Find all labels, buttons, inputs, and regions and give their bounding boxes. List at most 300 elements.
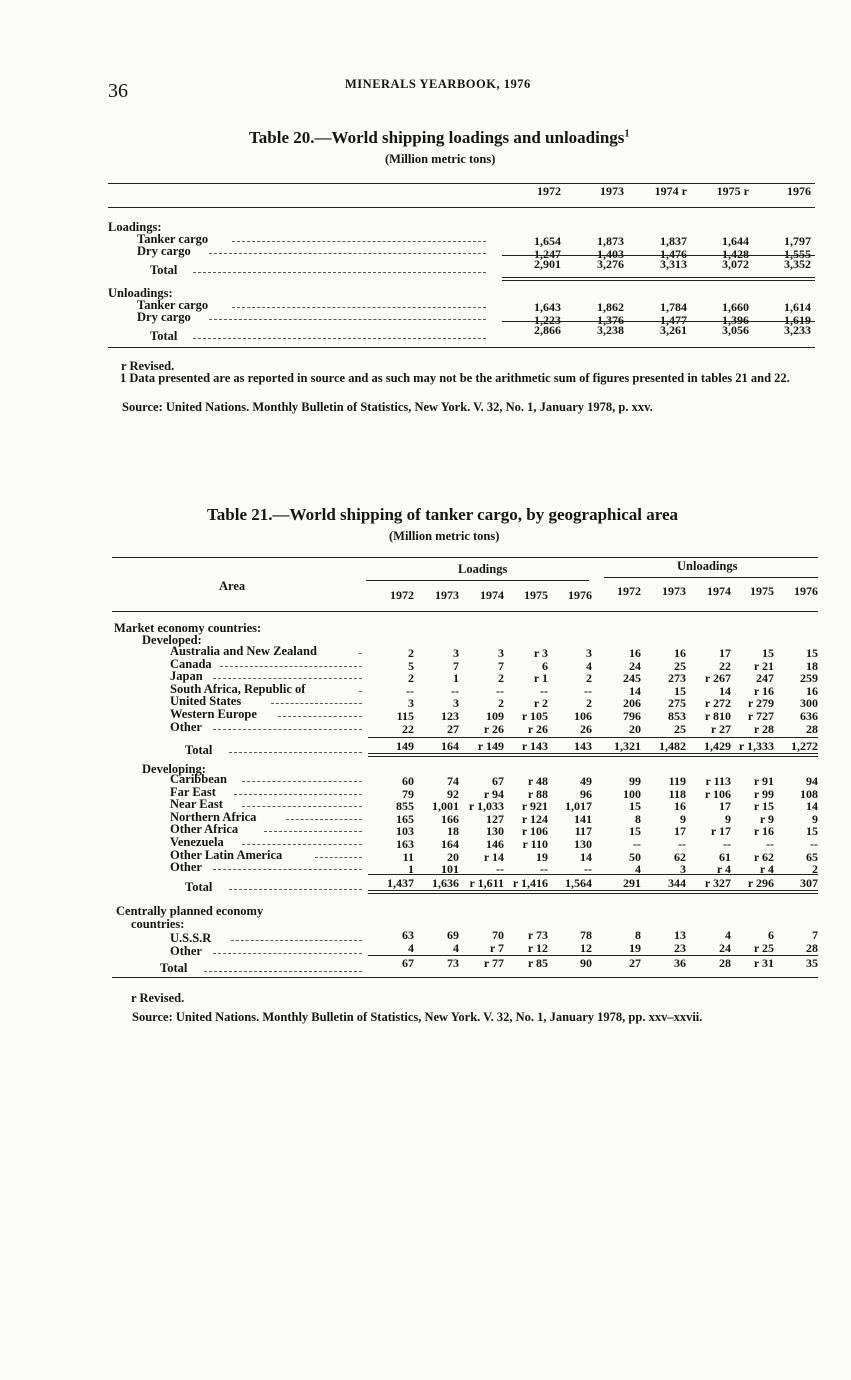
table-cell: 1,396 bbox=[722, 313, 749, 327]
table-cell: 1,873 bbox=[597, 234, 624, 248]
table-cell: 166 bbox=[441, 811, 459, 826]
table-cell: 1,837 bbox=[660, 234, 687, 248]
table-cell: r 9 bbox=[759, 811, 774, 826]
table-cell: 1,247 bbox=[534, 247, 561, 261]
total-label: Total bbox=[185, 880, 213, 894]
running-head: MINERALS YEARBOOK, 1976 bbox=[345, 77, 531, 91]
table-cell: 18 bbox=[806, 658, 818, 673]
section-label: Market economy countries: bbox=[114, 621, 262, 635]
table-cell: 1 bbox=[408, 862, 414, 877]
group-label: Unloadings: bbox=[108, 286, 173, 300]
table-cell: -- bbox=[633, 837, 641, 851]
table-cell: r 279 bbox=[747, 696, 774, 711]
table-cell: 6 bbox=[768, 928, 774, 942]
table-cell: 1,477 bbox=[660, 313, 687, 327]
table-cell: -- bbox=[496, 862, 504, 877]
leader-dots bbox=[220, 666, 362, 667]
total-cell: 1,272 bbox=[791, 739, 818, 753]
table-cell: 106 bbox=[574, 709, 592, 723]
table20-note-revised: r Revised. bbox=[121, 359, 175, 373]
row-label: Other bbox=[170, 860, 202, 875]
table20-title bbox=[249, 128, 629, 148]
row-label: Other Latin America bbox=[170, 847, 283, 862]
table-cell: 92 bbox=[447, 786, 459, 801]
table-cell: 300 bbox=[800, 696, 818, 711]
table-cell: 130 bbox=[486, 824, 504, 839]
table-cell: 67 bbox=[492, 774, 504, 788]
table21-note-revised: r Revised. bbox=[131, 991, 185, 1005]
table-cell: 245 bbox=[623, 671, 641, 686]
table-cell: 119 bbox=[668, 774, 686, 788]
table-cell: 2 bbox=[586, 671, 592, 686]
total-rule bbox=[368, 753, 818, 754]
table-cell: 22 bbox=[719, 658, 731, 673]
table-cell: 101 bbox=[441, 862, 459, 877]
table-cell: 17 bbox=[674, 824, 686, 839]
table-cell: 25 bbox=[674, 658, 686, 673]
table-cell: r 17 bbox=[710, 824, 731, 839]
table-cell: 27 bbox=[447, 721, 459, 736]
leader-dots bbox=[271, 703, 362, 704]
table-cell: 1,643 bbox=[534, 300, 561, 314]
row-label: Tanker cargo bbox=[137, 232, 209, 246]
table-cell: 1,428 bbox=[722, 247, 749, 261]
column-header: 1973 bbox=[600, 184, 624, 198]
table-cell: 65 bbox=[806, 849, 818, 864]
table-cell: 1,654 bbox=[534, 234, 561, 248]
table-cell: 1,644 bbox=[722, 234, 749, 248]
table-cell: r 267 bbox=[704, 671, 731, 686]
total-cell: 3,238 bbox=[597, 323, 624, 337]
row-label: United States bbox=[170, 694, 242, 709]
leader-dots bbox=[209, 319, 486, 320]
table-cell: 28 bbox=[806, 941, 818, 955]
table-cell: 18 bbox=[447, 824, 459, 839]
table-cell: 1,476 bbox=[660, 247, 687, 261]
total-cell: r 1,416 bbox=[512, 876, 548, 890]
table-cell: -- bbox=[496, 683, 504, 698]
table-cell: -- bbox=[540, 862, 548, 877]
total-cell: 1,437 bbox=[387, 876, 414, 890]
table-cell: 3 bbox=[586, 646, 592, 660]
total-cell: 67 bbox=[402, 956, 414, 970]
table-cell: 247 bbox=[756, 671, 774, 686]
table-cell: 259 bbox=[800, 671, 818, 686]
table-cell: 1,619 bbox=[784, 313, 811, 327]
table-cell: 1,784 bbox=[660, 300, 687, 314]
table20-source: Source: United Nations. Monthly Bulletin of Statistics, New York. V. 32, No. 1, January 1978, p. xxv. bbox=[122, 400, 653, 414]
table-cell: 9 bbox=[680, 811, 686, 826]
table-cell: 7 bbox=[453, 658, 459, 673]
total-cell: r 327 bbox=[704, 876, 731, 890]
table-cell: -- bbox=[540, 683, 548, 698]
table-cell: 7 bbox=[498, 658, 504, 673]
year-header: 1973 bbox=[662, 584, 686, 598]
year-header: 1973 bbox=[435, 588, 459, 602]
table21-source: Source: United Nations. Monthly Bulletin of Statistics, New York. V. 32, No. 1, January 1978, pp. xxv–xxvii. bbox=[132, 1010, 703, 1024]
leader-dots bbox=[286, 819, 363, 820]
total-rule bbox=[502, 277, 815, 278]
row-label: Other bbox=[170, 944, 202, 958]
table-cell: r 1 bbox=[533, 671, 548, 686]
total-cell: 73 bbox=[447, 956, 459, 970]
total-cell: 3,056 bbox=[722, 323, 749, 337]
total-cell: 1,482 bbox=[659, 739, 686, 753]
table20-title-text: Table 20.—World shipping loadings and unloadings bbox=[249, 128, 625, 147]
table-cell: 273 bbox=[668, 671, 686, 686]
leader-dots bbox=[209, 253, 486, 254]
table-cell: r 810 bbox=[704, 709, 731, 723]
table-cell: r 27 bbox=[710, 721, 731, 736]
table-cell: 60 bbox=[402, 774, 414, 788]
table-cell: 16 bbox=[629, 646, 641, 660]
table-cell: r 28 bbox=[753, 721, 774, 736]
total-cell: r 31 bbox=[753, 956, 774, 970]
leader-dots bbox=[231, 940, 362, 941]
leader-dots bbox=[242, 844, 362, 845]
year-header: 1975 bbox=[524, 588, 548, 602]
table-cell: 130 bbox=[574, 837, 592, 851]
total-rule bbox=[368, 893, 818, 894]
total-cell: r 143 bbox=[521, 739, 548, 753]
table-cell: r 106 bbox=[704, 786, 731, 801]
row-label: Dry cargo bbox=[137, 244, 191, 258]
total-rule bbox=[368, 737, 818, 738]
table-cell: 796 bbox=[623, 709, 641, 723]
row-label: Japan bbox=[170, 669, 203, 684]
table-cell: 1,660 bbox=[722, 300, 749, 314]
table-cell: 49 bbox=[580, 774, 592, 788]
table-cell: 19 bbox=[536, 849, 548, 864]
table-cell: 1,403 bbox=[597, 247, 624, 261]
total-cell: 3,276 bbox=[597, 257, 624, 271]
total-cell: r 1,333 bbox=[738, 739, 774, 753]
row-label: U.S.S.R bbox=[170, 931, 212, 945]
table-cell: 15 bbox=[806, 646, 818, 660]
table-cell: r 4 bbox=[716, 862, 731, 877]
column-header: 1975 r bbox=[716, 184, 749, 198]
table-cell: 16 bbox=[674, 799, 686, 814]
table-cell: 109 bbox=[486, 709, 504, 723]
row-label: Tanker cargo bbox=[137, 298, 209, 312]
table-cell: 99 bbox=[629, 774, 641, 788]
table-cell: 1,001 bbox=[432, 799, 459, 814]
total-cell: r 296 bbox=[747, 876, 774, 890]
total-cell: 1,321 bbox=[614, 739, 641, 753]
table-cell: 9 bbox=[812, 811, 818, 826]
table-cell: r 3 bbox=[533, 646, 548, 660]
table-cell: r 2 bbox=[533, 696, 548, 711]
table-cell: 96 bbox=[580, 786, 592, 801]
table-cell: r 15 bbox=[753, 799, 774, 814]
table-cell: 1,555 bbox=[784, 247, 811, 261]
total-label: Total bbox=[150, 329, 178, 343]
leader-dots bbox=[234, 794, 362, 795]
table-cell: -- bbox=[810, 837, 818, 851]
table-cell: 275 bbox=[668, 696, 686, 711]
row-label: South Africa, Republic of bbox=[170, 681, 306, 696]
table-cell: r 21 bbox=[753, 658, 774, 673]
leader-dots bbox=[213, 953, 362, 954]
table-cell: r 1,033 bbox=[468, 799, 504, 814]
table-cell: 1 bbox=[453, 671, 459, 686]
table-cell: -- bbox=[451, 683, 459, 698]
total-cell: 3,352 bbox=[784, 257, 811, 271]
table-cell: r 110 bbox=[522, 837, 548, 851]
total-rule bbox=[368, 890, 818, 891]
subgroup-label: countries: bbox=[131, 917, 185, 931]
table-cell: 118 bbox=[668, 786, 686, 801]
table-cell: 20 bbox=[447, 849, 459, 864]
table-cell: -- bbox=[678, 837, 686, 851]
total-cell: 3,233 bbox=[784, 323, 811, 337]
table-cell: 2 bbox=[498, 696, 504, 711]
table-cell: 14 bbox=[806, 799, 818, 814]
table-cell: 16 bbox=[674, 646, 686, 660]
table-cell: 206 bbox=[623, 696, 641, 711]
table-cell: 15 bbox=[806, 824, 818, 839]
table-cell: 4 bbox=[725, 928, 731, 942]
table-cell: 103 bbox=[396, 824, 414, 839]
table-cell: 9 bbox=[725, 811, 731, 826]
table-cell: r 105 bbox=[521, 709, 548, 723]
leader-dots bbox=[242, 781, 362, 782]
row-label: Caribbean bbox=[170, 772, 227, 786]
total-rule bbox=[368, 955, 818, 956]
leader-dots bbox=[229, 889, 362, 890]
table-cell: 855 bbox=[396, 799, 414, 814]
year-header: 1974 bbox=[707, 584, 731, 598]
leader-dots bbox=[213, 729, 363, 730]
total-cell: 143 bbox=[574, 739, 592, 753]
total-cell: 149 bbox=[396, 739, 414, 753]
table-cell: r 4 bbox=[759, 862, 774, 877]
table-cell: 94 bbox=[806, 774, 818, 788]
total-cell: 291 bbox=[623, 876, 641, 890]
total-cell: 1,564 bbox=[565, 876, 592, 890]
table-cell: r 88 bbox=[527, 786, 548, 801]
table-cell: r 727 bbox=[747, 709, 774, 723]
table21-title: Table 21.—World shipping of tanker cargo, by geographical area bbox=[207, 505, 679, 524]
table-cell: 1,376 bbox=[597, 313, 624, 327]
table-cell: 70 bbox=[492, 928, 504, 942]
table20-subtitle: (Million metric tons) bbox=[385, 152, 496, 166]
year-header: 1975 bbox=[750, 584, 774, 598]
table-cell: 50 bbox=[629, 849, 641, 864]
unloadings-header: Unloadings bbox=[677, 559, 738, 573]
table-cell: -- bbox=[584, 862, 592, 877]
table21-subtitle: (Million metric tons) bbox=[389, 529, 500, 543]
table-cell: 127 bbox=[486, 811, 504, 826]
table-cell: r 12 bbox=[527, 941, 548, 955]
table-cell: r 94 bbox=[483, 786, 504, 801]
total-cell: 3,261 bbox=[660, 323, 687, 337]
table-cell: 15 bbox=[762, 646, 774, 660]
table-cell: 164 bbox=[441, 837, 459, 851]
table-cell: 3 bbox=[453, 646, 459, 660]
table-cell: 19 bbox=[629, 941, 641, 955]
table-cell: r 25 bbox=[753, 941, 774, 955]
table-cell: 24 bbox=[629, 658, 641, 673]
table-cell: 74 bbox=[447, 774, 459, 788]
table-cell: 4 bbox=[453, 941, 459, 955]
table-cell: 17 bbox=[719, 646, 731, 660]
table-cell: -- bbox=[406, 683, 414, 698]
total-rule bbox=[368, 756, 818, 757]
table-cell: 141 bbox=[574, 811, 592, 826]
table-cell: 14 bbox=[719, 683, 731, 698]
table-cell: 62 bbox=[674, 849, 686, 864]
table-cell: 11 bbox=[402, 849, 414, 864]
table-cell: 61 bbox=[719, 849, 731, 864]
table-cell: 853 bbox=[668, 709, 686, 723]
table-cell: 115 bbox=[396, 709, 414, 723]
table-cell: 20 bbox=[629, 721, 641, 736]
table-cell: 8 bbox=[635, 811, 641, 826]
table-cell: 165 bbox=[396, 811, 414, 826]
column-header: 1976 bbox=[787, 184, 811, 198]
table-cell: 63 bbox=[402, 928, 414, 942]
table-cell: -- bbox=[584, 683, 592, 698]
total-cell: 90 bbox=[580, 956, 592, 970]
total-cell: 344 bbox=[668, 876, 686, 890]
total-cell: r 1,611 bbox=[469, 876, 504, 890]
subgroup-label: Developed: bbox=[142, 633, 202, 647]
year-header: 1976 bbox=[568, 588, 592, 602]
row-label: Australia and New Zealand bbox=[170, 644, 317, 658]
total-cell: 307 bbox=[800, 876, 818, 890]
table-cell: 15 bbox=[629, 799, 641, 814]
table-cell: r 16 bbox=[753, 824, 774, 839]
year-header: 1972 bbox=[390, 588, 414, 602]
table-cell: 2 bbox=[408, 671, 414, 686]
table-cell: r 26 bbox=[483, 721, 504, 736]
table-cell: 17 bbox=[719, 799, 731, 814]
table-cell: r 16 bbox=[753, 683, 774, 698]
table-cell: 8 bbox=[635, 928, 641, 942]
total-rule bbox=[368, 874, 818, 875]
leader-dots bbox=[193, 338, 486, 339]
total-cell: 2,901 bbox=[534, 257, 561, 271]
table-cell: 2 bbox=[812, 862, 818, 877]
table-cell: 108 bbox=[800, 786, 818, 801]
table-cell: 12 bbox=[580, 941, 592, 955]
table-cell: 24 bbox=[719, 941, 731, 955]
year-header: 1974 bbox=[480, 588, 504, 602]
leader-dots bbox=[232, 307, 486, 308]
group-label: Loadings: bbox=[108, 220, 162, 234]
total-rule bbox=[502, 321, 815, 322]
table-cell: 4 bbox=[635, 862, 641, 877]
total-label: Total bbox=[160, 961, 188, 975]
table-cell: 28 bbox=[806, 721, 818, 736]
table-cell: 146 bbox=[486, 837, 504, 851]
table-cell: 13 bbox=[674, 928, 686, 942]
table-cell: 1,797 bbox=[784, 234, 811, 248]
table-cell: 100 bbox=[623, 786, 641, 801]
table-cell: r 7 bbox=[489, 941, 504, 955]
table-cell: 2 bbox=[408, 646, 414, 660]
column-header: 1972 bbox=[537, 184, 561, 198]
table-cell: r 91 bbox=[753, 774, 774, 788]
table-cell: r 113 bbox=[705, 774, 731, 788]
table-cell: r 26 bbox=[527, 721, 548, 736]
table-cell: 14 bbox=[580, 849, 592, 864]
table-cell: 16 bbox=[806, 683, 818, 698]
leader-dots bbox=[193, 272, 486, 273]
table-cell: 7 bbox=[812, 928, 818, 942]
total-cell: r 85 bbox=[527, 956, 548, 970]
loadings-header: Loadings bbox=[458, 562, 508, 576]
table-cell: 1,614 bbox=[784, 300, 811, 314]
leader-dots bbox=[278, 716, 362, 717]
row-label: Dry cargo bbox=[137, 310, 191, 324]
total-cell: 3,072 bbox=[722, 257, 749, 271]
table-cell: r 48 bbox=[527, 774, 548, 788]
table-cell: 4 bbox=[586, 658, 592, 673]
table-cell: 2 bbox=[498, 671, 504, 686]
table-cell: r 73 bbox=[527, 928, 548, 942]
total-cell: 3,313 bbox=[660, 257, 687, 271]
table-cell: 22 bbox=[402, 721, 414, 736]
table-cell: 636 bbox=[800, 709, 818, 723]
leader-dots bbox=[232, 241, 486, 242]
subgroup-label: Centrally planned economy bbox=[116, 904, 264, 918]
row-label: Northern Africa bbox=[170, 809, 257, 824]
table-cell: 3 bbox=[680, 862, 686, 877]
table-cell: r 62 bbox=[753, 849, 774, 864]
table-cell: 78 bbox=[580, 928, 592, 942]
row-label: Western Europe bbox=[170, 707, 257, 721]
total-cell: 1,429 bbox=[704, 739, 731, 753]
total-cell: r 77 bbox=[483, 956, 504, 970]
table-cell: r 99 bbox=[753, 786, 774, 801]
page-number: 36 bbox=[108, 80, 128, 102]
row-label: Other bbox=[170, 719, 202, 734]
table-cell: 26 bbox=[580, 721, 592, 736]
area-header: Area bbox=[219, 579, 246, 593]
total-cell: 2,866 bbox=[534, 323, 561, 337]
total-cell: 35 bbox=[806, 956, 818, 970]
total-rule bbox=[502, 280, 815, 281]
row-label: Canada bbox=[170, 656, 212, 671]
leader-dots bbox=[213, 678, 363, 679]
leader-dots bbox=[213, 869, 363, 870]
leader-dots bbox=[229, 752, 362, 753]
total-label: Total bbox=[150, 263, 178, 277]
leader-dots bbox=[204, 971, 362, 972]
table-cell: 6 bbox=[542, 658, 548, 673]
row-label: Far East bbox=[170, 784, 216, 799]
table-cell: 1,017 bbox=[565, 799, 592, 814]
table-cell: 1,223 bbox=[534, 313, 561, 327]
leader-dots bbox=[264, 831, 362, 832]
row-label: Near East bbox=[170, 797, 223, 812]
table-cell: 23 bbox=[674, 941, 686, 955]
total-cell: 1,636 bbox=[432, 876, 459, 890]
table-cell: 163 bbox=[396, 837, 414, 851]
table-cell: -- bbox=[766, 837, 774, 851]
table-cell: 15 bbox=[629, 824, 641, 839]
table-cell: 14 bbox=[629, 683, 641, 698]
table-cell: 79 bbox=[402, 786, 414, 801]
table-cell: r 124 bbox=[521, 811, 548, 826]
table-cell: 4 bbox=[408, 941, 414, 955]
table-cell: 25 bbox=[674, 721, 686, 736]
table-cell: r 14 bbox=[483, 849, 504, 864]
total-rule bbox=[502, 255, 815, 256]
total-cell: 27 bbox=[629, 956, 641, 970]
